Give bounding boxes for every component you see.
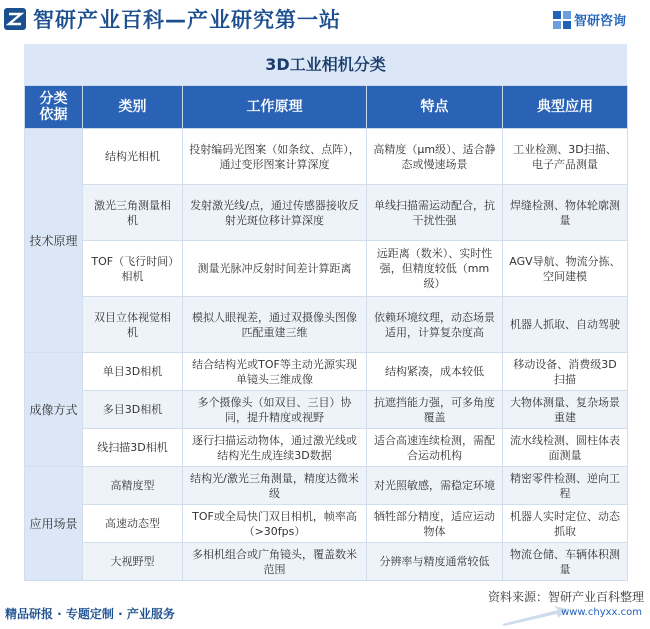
application-cell: 精密零件检测、逆向工程 bbox=[503, 467, 628, 505]
classification-table bbox=[24, 44, 627, 581]
header-basis: 分类依据 bbox=[25, 86, 83, 129]
zhiyan-logo-icon bbox=[3, 7, 27, 31]
table-row bbox=[25, 129, 628, 185]
table-row bbox=[25, 241, 628, 297]
application-cell: 物流仓储、车辆体积测量 bbox=[503, 543, 628, 581]
zhiyan-brand-icon bbox=[552, 10, 572, 30]
feature-cell: 远距离（数米）、实时性强，但精度较低（mm级） bbox=[367, 241, 503, 297]
group-cell: 技术原理 bbox=[25, 129, 83, 353]
application-cell: 工业检测、3D扫描、电子产品测量 bbox=[503, 129, 628, 185]
category-cell: 大视野型 bbox=[83, 543, 183, 581]
table-title: 3D工业相机分类 bbox=[24, 44, 627, 85]
header-feature: 特点 bbox=[367, 86, 503, 129]
feature-cell: 结构紧凑，成本较低 bbox=[367, 353, 503, 391]
bottom-banner bbox=[0, 590, 650, 629]
feature-cell: 抗遮挡能力强，可多角度覆盖 bbox=[367, 391, 503, 429]
brand[interactable] bbox=[552, 9, 638, 31]
feature-cell: 依赖环境纹理，动态场景适用，计算复杂度高 bbox=[367, 297, 503, 353]
header-category: 类别 bbox=[83, 86, 183, 129]
group-cell: 应用场景 bbox=[25, 467, 83, 581]
principle-cell: 逐行扫描运动物体，通过激光线或结构光生成连续3D数据 bbox=[183, 429, 367, 467]
source-note: 资料来源：智研产业百科整理 bbox=[487, 590, 644, 604]
principle-cell: 模拟人眼视差，通过双摄像头图像匹配重建三维 bbox=[183, 297, 367, 353]
category-cell: 激光三角测量相机 bbox=[83, 185, 183, 241]
top-banner bbox=[0, 0, 650, 40]
category-cell: TOF（飞行时间）相机 bbox=[83, 241, 183, 297]
application-cell: 大物体测量、复杂场景重建 bbox=[503, 391, 628, 429]
category-cell: 结构光相机 bbox=[83, 129, 183, 185]
category-cell: 双目立体视觉相机 bbox=[83, 297, 183, 353]
category-cell: 高精度型 bbox=[83, 467, 183, 505]
watermark-arrow-icon bbox=[500, 604, 570, 628]
category-cell: 多目3D相机 bbox=[83, 391, 183, 429]
data-table bbox=[24, 85, 628, 581]
feature-cell: 分辨率与精度通常较低 bbox=[367, 543, 503, 581]
principle-cell: 多个摄像头（如双目、三目）协同，提升精度或视野 bbox=[183, 391, 367, 429]
table-row bbox=[25, 185, 628, 241]
footer-slogan: 精品研报 · 专题定制 · 产业服务 bbox=[5, 607, 175, 621]
feature-cell: 适合高速连续检测，需配合运动机构 bbox=[367, 429, 503, 467]
application-cell: 机器人抓取、自动驾驶 bbox=[503, 297, 628, 353]
application-cell: AGV导航、物流分拣、空间建模 bbox=[503, 241, 628, 297]
table-row bbox=[25, 297, 628, 353]
feature-cell: 单线扫描需运动配合，抗干扰性强 bbox=[367, 185, 503, 241]
site-title: 智研产业百科—产业研究第一站 bbox=[33, 8, 341, 32]
category-cell: 高速动态型 bbox=[83, 505, 183, 543]
principle-cell: 发射激光线/点，通过传感器接收反射光斑位移计算深度 bbox=[183, 185, 367, 241]
header-principle: 工作原理 bbox=[183, 86, 367, 129]
site-url[interactable]: www.chyxx.com bbox=[561, 607, 642, 618]
table-row bbox=[25, 505, 628, 543]
principle-cell: 结合结构光或TOF等主动光源实现单镜头三维成像 bbox=[183, 353, 367, 391]
table-row bbox=[25, 353, 628, 391]
table-header-row bbox=[25, 86, 628, 129]
principle-cell: 测量光脉冲反射时间差计算距离 bbox=[183, 241, 367, 297]
brand-name: 智研咨询 bbox=[574, 14, 627, 29]
application-cell: 机器人实时定位、动态抓取 bbox=[503, 505, 628, 543]
feature-cell: 高精度（μm级）、适合静态或慢速场景 bbox=[367, 129, 503, 185]
feature-cell: 对光照敏感，需稳定环境 bbox=[367, 467, 503, 505]
principle-cell: TOF或全局快门双目相机，帧率高（>30fps） bbox=[183, 505, 367, 543]
application-cell: 移动设备、消费级3D扫描 bbox=[503, 353, 628, 391]
principle-cell: 结构光/激光三角测量，精度达微米级 bbox=[183, 467, 367, 505]
table-row bbox=[25, 467, 628, 505]
principle-cell: 多相机组合或广角镜头，覆盖数米范围 bbox=[183, 543, 367, 581]
header-application: 典型应用 bbox=[503, 86, 628, 129]
application-cell: 流水线检测、圆柱体表面测量 bbox=[503, 429, 628, 467]
category-cell: 线扫描3D相机 bbox=[83, 429, 183, 467]
group-cell: 成像方式 bbox=[25, 353, 83, 467]
category-cell: 单目3D相机 bbox=[83, 353, 183, 391]
table-row bbox=[25, 391, 628, 429]
table-row bbox=[25, 429, 628, 467]
feature-cell: 牺牲部分精度，适应运动物体 bbox=[367, 505, 503, 543]
application-cell: 焊缝检测、物体轮廓测量 bbox=[503, 185, 628, 241]
principle-cell: 投射编码光图案（如条纹、点阵），通过变形图案计算深度 bbox=[183, 129, 367, 185]
table-row bbox=[25, 543, 628, 581]
